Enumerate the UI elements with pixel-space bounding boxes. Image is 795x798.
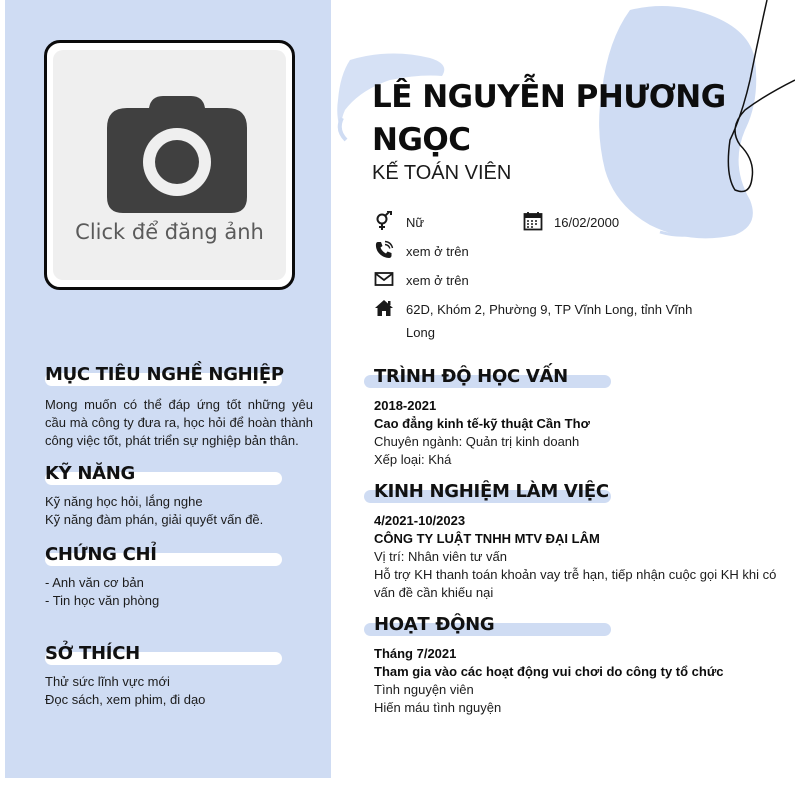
experience-period: 4/2021-10/2023 (374, 513, 466, 528)
experience-description: Hỗ trợ KH thanh toán khoản vay trễ hạn, tiếp nhận cuộc gọi KH khi có vấn đề cần khiếu nại (374, 567, 777, 600)
activities-title: HOẠT ĐỘNG (374, 614, 495, 635)
hobby-item: Thử sức lĩnh vực mới (45, 674, 170, 689)
experience-title: KINH NGHIỆM LÀM VIỆC (374, 481, 609, 502)
gender-icon (374, 211, 394, 231)
experience-section (374, 481, 779, 602)
envelope-icon (374, 269, 394, 289)
certificates-heading (45, 544, 315, 570)
objective-heading (45, 364, 315, 390)
phone-value: xem ở trên (406, 244, 469, 259)
home-icon (374, 298, 394, 318)
skill-item: Kỹ năng học hỏi, lắng nghe (45, 494, 203, 509)
email-value: xem ở trên (406, 273, 469, 288)
skill-item: Kỹ năng đàm phán, giải quyết vấn đề. (45, 512, 264, 527)
hobbies-heading (45, 643, 315, 669)
education-title: TRÌNH ĐỘ HỌC VẤN (374, 366, 568, 387)
education-section (374, 366, 779, 469)
experience-company: CÔNG TY LUẬT TNHH MTV ĐẠI LÂM (374, 531, 600, 546)
objective-section (45, 364, 315, 450)
skills-title: KỸ NĂNG (45, 463, 135, 484)
hobby-item: Đọc sách, xem phim, đi dạo (45, 692, 206, 707)
activity-item: Tình nguyện viên (374, 682, 474, 697)
education-grade: Xếp loại: Khá (374, 452, 452, 467)
education-major: Chuyên ngành: Quản trị kinh doanh (374, 434, 580, 449)
photo-upload[interactable] (44, 40, 295, 290)
phone-icon (374, 240, 394, 260)
objective-text: Mong muốn có thể đáp ứng tốt những yêu cầu mà công ty đưa ra, học hỏi để hoàn thành công việc tốt, phát triển sự nghiệp bản thân. (45, 397, 313, 448)
gender-value: Nữ (406, 215, 425, 230)
certificates-title: CHỨNG CHỈ (45, 544, 157, 565)
education-school: Cao đẳng kinh tế-kỹ thuật Cần Thơ (374, 416, 590, 431)
objective-title: MỤC TIÊU NGHỀ NGHIỆP (45, 364, 284, 385)
birthday-value: 16/02/2000 (554, 215, 620, 230)
skills-heading (45, 463, 315, 489)
activities-period: Tháng 7/2021 (374, 646, 457, 661)
candidate-name: LÊ NGUYỄN PHƯƠNG NGỌC (372, 79, 726, 158)
camera-icon (107, 92, 247, 217)
certificate-item: - Anh văn cơ bản (45, 575, 144, 590)
activities-section (374, 614, 779, 717)
experience-position: Vị trí: Nhân viên tư vấn (374, 549, 507, 564)
certificates-section (45, 544, 315, 610)
job-title: KẾ TOÁN VIÊN (372, 162, 512, 184)
activities-heading (374, 614, 779, 642)
photo-upload-label[interactable]: Click để đăng ảnh (75, 220, 264, 244)
address-value: 62D, Khóm 2, Phường 9, TP Vĩnh Long, tỉnh Vĩnh Long (406, 302, 693, 340)
activity-item: Hiến máu tình nguyện (374, 700, 502, 715)
education-period: 2018-2021 (374, 398, 437, 413)
experience-heading (374, 481, 779, 509)
activities-event: Tham gia vào các hoạt động vui chơi do công ty tổ chức (374, 664, 724, 679)
hobbies-title: SỞ THÍCH (45, 643, 140, 664)
certificate-item: - Tin học văn phòng (45, 593, 160, 608)
photo-placeholder[interactable] (53, 50, 286, 280)
skills-section (45, 463, 315, 529)
calendar-icon (523, 211, 543, 231)
hobbies-section (45, 643, 315, 709)
education-heading (374, 366, 779, 394)
